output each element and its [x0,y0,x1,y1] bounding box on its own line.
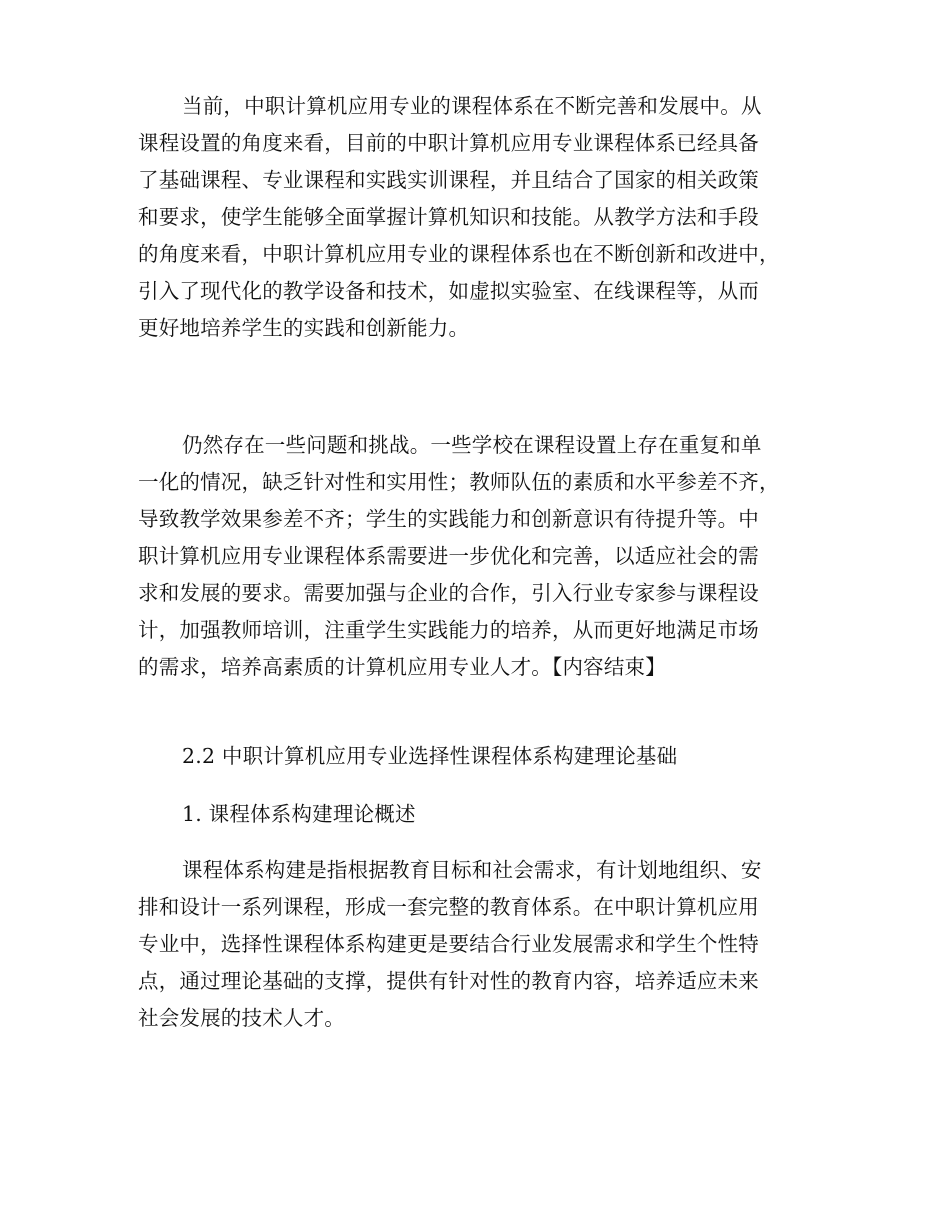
paragraph-line: 计，加强教师培训，注重学生实践能力的培养，从而更好地满足市场 [138,618,759,642]
paragraph-line: 点，通过理论基础的支撑，提供有针对性的教育内容，培养适应未来 [138,969,759,993]
section-heading-text: 2.2 中职计算机应用专业选择性课程体系构建理论基础 [182,744,678,768]
section-heading [138,738,838,775]
paragraph-theory-overview [138,852,838,1037]
paragraph-line: 当前，中职计算机应用专业的课程体系在不断完善和发展中。从 [182,94,762,118]
paragraph-line: 专业中，选择性课程体系构建更是要结合行业发展需求和学生个性特 [138,932,759,956]
paragraph-line: 引入了现代化的教学设备和技术，如虚拟实验室、在线课程等，从而 [138,279,759,303]
paragraph-line: 社会发展的技术人才。 [138,1006,345,1030]
paragraph-line: 和要求，使学生能够全面掌握计算机知识和技能。从教学方法和手段 [138,205,759,229]
paragraph-line: 课程设置的角度来看，目前的中职计算机应用专业课程体系已经具备 [138,131,759,155]
subsection-heading [138,796,838,833]
paragraph-line: 职计算机应用专业课程体系需要进一步优化和完善，以适应社会的需 [138,544,759,568]
paragraph-problems [138,427,838,686]
paragraph-line: 仍然存在一些问题和挑战。一些学校在课程设置上存在重复和单 [182,433,762,457]
paragraph-line: 了基础课程、专业课程和实践实训课程，并且结合了国家的相关政策 [138,168,759,192]
paragraph-line: 的角度来看，中职计算机应用专业的课程体系也在不断创新和改进中， [138,242,780,266]
paragraph-line: 导致教学效果参差不齐；学生的实践能力和创新意识有待提升等。中 [138,507,759,531]
paragraph-current-status [138,88,838,347]
paragraph-line: 求和发展的要求。需要加强与企业的合作，引入行业专家参与课程设 [138,581,759,605]
paragraph-line: 的需求，培养高素质的计算机应用专业人才。【内容结束】 [138,655,666,679]
paragraph-line: 课程体系构建是指根据教育目标和社会需求，有计划地组织、安 [182,858,762,882]
subsection-heading-text: 1. 课程体系构建理论概述 [182,802,416,826]
paragraph-line: 排和设计一系列课程，形成一套完整的教育体系。在中职计算机应用 [138,895,759,919]
paragraph-line: 更好地培养学生的实践和创新能力。 [138,316,470,340]
paragraph-line: 一化的情况，缺乏针对性和实用性；教师队伍的素质和水平参差不齐， [138,470,780,494]
